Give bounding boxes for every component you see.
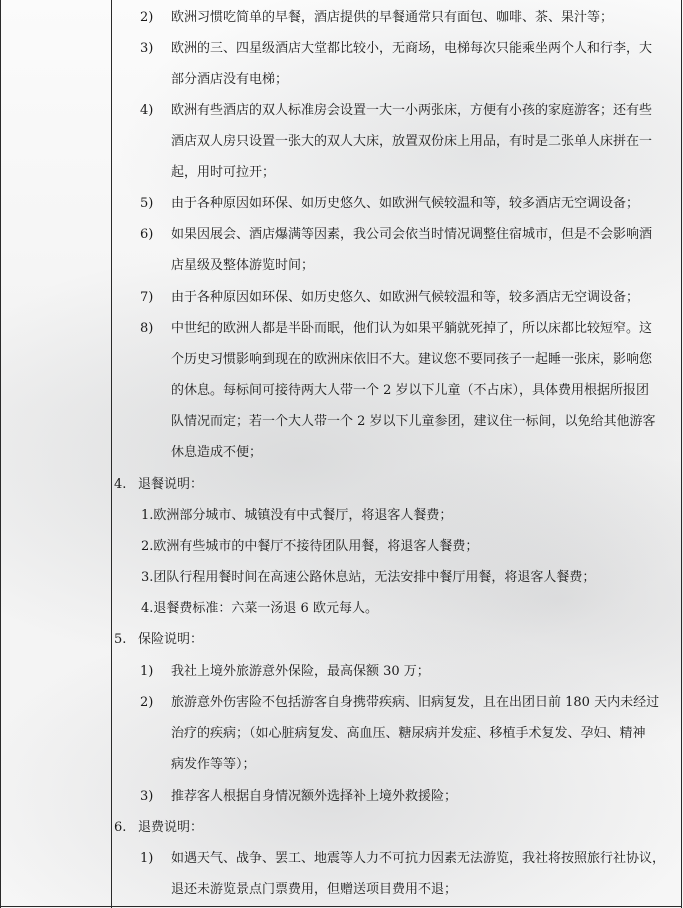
item-text: 中世纪的欧洲人都是半卧而眠，他们认为如果平躺就死掉了，所以床都比较短窄。这	[171, 321, 653, 336]
table-border-bottom	[0, 906, 682, 907]
item-text: 如果因展会、酒店爆满等因素，我公司会依当时情况调整住宿城市，但是不会影响酒	[171, 227, 653, 242]
item-text: 旅游意外伤害险不包括游客自身携带疾病、旧病复发，且在出团日前 180 天内未经过	[171, 695, 660, 710]
item-text: 队情况而定；若一个大人带一个 2 岁以下儿童参团，建议住一标间，以免给其他游客	[171, 414, 656, 429]
item-text: 4.退餐费标准：六菜一汤退 6 欧元每人。	[141, 601, 378, 616]
table-border-left	[0, 0, 1, 908]
section-title: 退餐说明：	[138, 477, 204, 492]
item-text: 病发作等等）；	[171, 757, 256, 772]
item-text: 欧洲的三、四星级酒店大堂都比较小，无商场，电梯每次只能乘坐两个人和行李，大	[171, 41, 653, 56]
item-number: 5)	[140, 196, 154, 211]
item-text: 2.欧洲有些城市的中餐厅不接待团队用餐，将退客人餐费；	[141, 539, 479, 554]
item-number: 2)	[140, 695, 154, 710]
item-text: 部分酒店没有电梯；	[171, 72, 289, 87]
item-number: 3)	[140, 41, 154, 56]
item-number: 4)	[140, 103, 154, 118]
item-text: 起，用时可拉开；	[171, 165, 276, 180]
table-border-right	[681, 0, 682, 908]
item-text: 的休息。每标间可接待两大人带一个 2 岁以下儿童（不占床），具体费用根据所报团	[171, 383, 650, 398]
item-text: 如遇天气、战争、罢工、地震等人力不可抗力因素无法游览，我社将按照旅行社协议，	[171, 851, 666, 866]
table-border-middle	[111, 0, 112, 908]
item-text: 退还未游览景点门票费用，但赠送项目费用不退；	[171, 882, 458, 897]
section-number: 6.	[114, 820, 127, 835]
item-number: 8)	[140, 321, 154, 336]
item-text: 由于各种原因如环保、如历史悠久、如欧洲气候较温和等，较多酒店无空调设备；	[171, 290, 640, 305]
item-text: 3.团队行程用餐时间在高速公路休息站，无法安排中餐厅用餐，将退客人餐费；	[141, 570, 596, 585]
item-number: 3)	[140, 789, 154, 804]
section-number: 4.	[114, 477, 127, 492]
item-number: 6)	[140, 227, 154, 242]
item-text: 店星级及整体游览时间；	[171, 258, 315, 273]
item-number: 1)	[140, 851, 154, 866]
item-text: 酒店双人房只设置一张大的双人大床，放置双份床上用品，有时是二张单人床拼在一	[171, 134, 653, 149]
item-text: 欧洲有些酒店的双人标准房会设置一大一小两张床，方便有小孩的家庭游客；还有些	[171, 103, 653, 118]
item-number: 7)	[140, 290, 154, 305]
item-text: 推荐客人根据自身情况额外选择补上境外救援险；	[171, 789, 458, 804]
item-text: 欧洲习惯吃简单的早餐，酒店提供的早餐通常只有面包、咖啡、茶、果汁等；	[171, 10, 614, 25]
item-number: 2)	[140, 10, 154, 25]
section-title: 退费说明：	[138, 820, 204, 835]
item-text: 休息造成不便；	[171, 445, 263, 460]
section-title: 保险说明：	[138, 632, 204, 647]
item-text: 由于各种原因如环保、如历史悠久、如欧洲气候较温和等，较多酒店无空调设备；	[171, 196, 640, 211]
item-text: 治疗的疾病；（如心脏病复发、高血压、糖尿病并发症、移植手术复发、孕妇、精神	[171, 726, 646, 741]
item-text: 1.欧洲部分城市、城镇没有中式餐厅，将退客人餐费；	[141, 508, 453, 523]
item-text: 个历史习惯影响到现在的欧洲床依旧不大。建议您不要同孩子一起睡一张床，影响您	[171, 352, 653, 367]
item-number: 1)	[140, 664, 154, 679]
item-text: 我社上境外旅游意外保险，最高保额 30 万；	[171, 664, 430, 679]
section-number: 5.	[114, 632, 127, 647]
